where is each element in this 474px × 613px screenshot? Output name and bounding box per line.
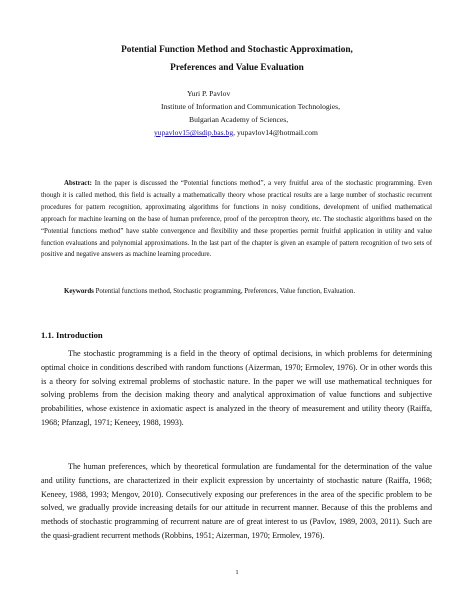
keywords-label: Keywords bbox=[64, 288, 94, 295]
abstract-text: In the paper is discussed the “Potential functions method”, a very fruitful area of the stochastic programming. Even though it is called method, this field is actually a mathematically theory whose practical results are a large number of stochastic recurrent procedures for pattern recognition, approximating algorithms for functions in noisy conditions, development of unified mathematical approach for machine learning on the base of human preference, proof of the perceptron theory, etc. The stochastic algorithms based on the “Potential functions method” have stable convergence and flexibility and these properties permit fruitful application in utility and value function evaluations and polynomial approximations. In the last part of the chapter is given an example of pattern recognition of two sets of positive and negative answers as machine learning procedure. bbox=[41, 180, 432, 259]
author-academy: Bulgarian Academy of Sciences, bbox=[189, 115, 289, 124]
email-secondary: yupavlov14@hotmail.com bbox=[236, 128, 318, 137]
email-link-primary[interactable]: yupavlov15@isdip.bas.bg bbox=[154, 128, 234, 137]
keywords-paragraph bbox=[41, 286, 432, 298]
author-name: Yuri P. Pavlov bbox=[187, 89, 231, 98]
body-paragraph-1: The stochastic programming is a field in the theory of optimal decisions, in which problems for determining optimal choice in conditions described with random functions (Aizerman, 1970; Ermolev, 1976). Or in other words this is a theory for solving extremal problems of stochastic nature. In the paper we will use mathematical techniques for solving problems from the decision making theory and analytical approximation of value functions and subjective probabilities, whose existence in axiomatic aspect is analyzed in the theory of measurement and utility theory (Raiffa, 1968; Pfanzagl, 1971; Keneey, 1988, 1993). bbox=[41, 349, 432, 427]
body-paragraph-2: The human preferences, which by theoretical formulation are fundamental for the determination of the value and utility functions, are characterized in their explicit expression by uncertainty of stochastic nature (Raiffa, 1968; Keneey, 1988, 1993; Mengov, 2010). Consecutively exposing our preferences in the area of the specific problem to be solved, we gradually provide increasing details for our attitude in recurrent manner. Because of this the problems and methods of stochastic programming of recurrent nature are of great interest to us (Pavlov, 1989, 2003, 2011). Such are the quasi-gradient recurrent methods (Robbins, 1951; Aizerman, 1970; Ermolev, 1976). bbox=[41, 462, 432, 540]
section-heading: 1.1. Introduction bbox=[41, 330, 103, 340]
keywords-text: Potential functions method, Stochastic programming, Preferences, Value function, Evaluation. bbox=[93, 288, 356, 295]
paper-title-line-2: Preferences and Value Evaluation bbox=[170, 63, 304, 73]
abstract-paragraph bbox=[41, 178, 432, 261]
page-number: 1 bbox=[235, 569, 239, 576]
paper-title-line-1: Potential Function Method and Stochastic Approximation, bbox=[121, 45, 353, 55]
email-separator: , bbox=[233, 128, 237, 137]
author-emails bbox=[154, 128, 318, 137]
author-institute: Institute of Information and Communication Technologies, bbox=[161, 102, 341, 111]
abstract-label: Abstract: bbox=[64, 180, 92, 187]
